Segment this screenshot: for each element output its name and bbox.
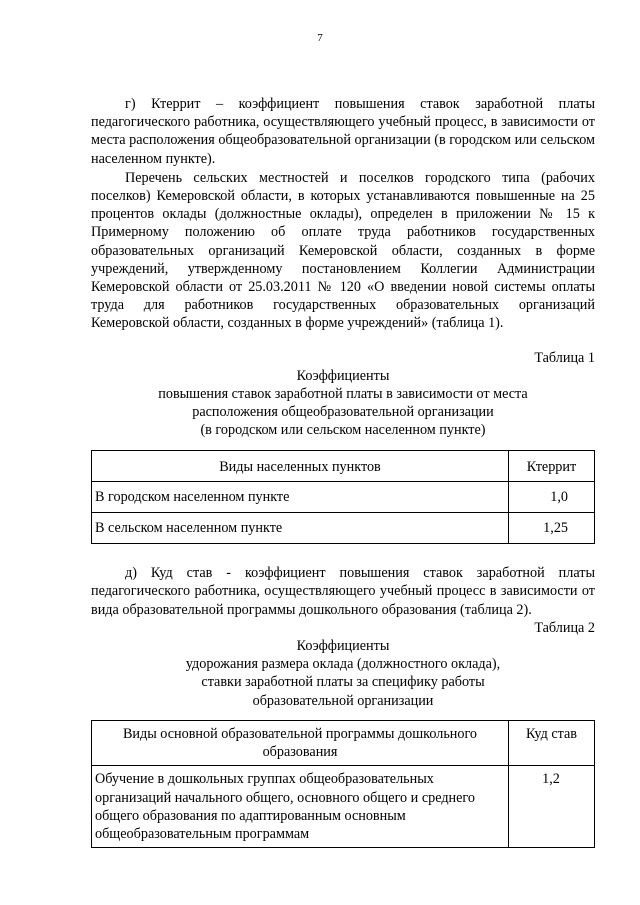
table2-title-line: образовательной организации [252, 692, 434, 709]
paragraph-settlement-list: Перечень сельских местностей и поселков городского типа (рабочих поселков) Кемеровской области, в которых устанавливаются повышенные на 25 процентов оклады (должностные оклады), определен в приложении № 15 к Примерному положению об оплате труда работников государственных образовательных организаций Кемеровской области, созданных в форме учреждений, утвержденному постановлением Коллегии Администрации Кемеровской области от 25.03.2011 № 120 «О введении новой системы оплаты труда для работников государственных образовательных организаций Кемеровской области, созданных в форме учреждений» (таблица 1). [91, 169, 595, 332]
page-number: 7 [317, 32, 323, 44]
table2-title [91, 637, 595, 710]
table2-header-row [92, 720, 595, 765]
table2-header-coefficient: Куд став [509, 720, 595, 765]
table1-cell-settlement: В сельском населенном пункте [92, 513, 509, 544]
paragraph-d: д) Куд став - коэффициент повышения ставок заработной платы педагогического работника, осуществляющего учебный процесс в зависимости от вида образовательной программы дошкольного образования (таблица 2). [91, 565, 595, 618]
table2-label: Таблица 2 [534, 619, 595, 636]
paragraph-g: г) Ктеррит – коэффициент повышения ставок заработной платы педагогического работника, осуществляющего учебный процесс, в зависимости от места расположения общеобразовательной организации (в городском или сельском населенном пункте). [91, 96, 595, 167]
table2-title-line: ставки заработной платы за специфику работы [201, 674, 485, 691]
table2 [91, 720, 595, 848]
table2-header-program: Виды основной образовательной программы дошкольного образования [92, 720, 509, 765]
table2-cell-program: Обучение в дошкольных группах общеобразовательных организаций начального общего, основного общего и среднего общего образования по адаптированным основным общеобразовательным программам [92, 766, 509, 848]
table1-title-line: (в городском или сельском населенном пункте) [200, 422, 486, 439]
table1-header-settlement: Виды населенных пунктов [92, 450, 509, 481]
table1-cell-settlement: В городском населенном пункте [92, 481, 509, 512]
table-row [92, 513, 595, 544]
table1-title [91, 367, 595, 440]
table1 [91, 450, 595, 545]
table1-title-line: Коэффициенты [296, 367, 390, 384]
table2-title-line: Коэффициенты [296, 638, 390, 655]
table1-cell-coefficient: 1,0 [509, 481, 595, 512]
table-row [92, 481, 595, 512]
table-row [92, 766, 595, 848]
table2-cell-coefficient: 1,2 [509, 766, 595, 848]
table2-title-line: удорожания размера оклада (должностного оклада), [185, 656, 501, 673]
table1-title-line: расположения общеобразовательной организации [192, 404, 494, 421]
table1-title-line: повышения ставок заработной платы в зависимости от места [158, 386, 528, 403]
document-body [91, 95, 595, 848]
table1-cell-coefficient: 1,25 [509, 513, 595, 544]
table1-header-row [92, 450, 595, 481]
table1-header-coefficient: Ктеррит [509, 450, 595, 481]
table1-label: Таблица 1 [534, 349, 595, 366]
